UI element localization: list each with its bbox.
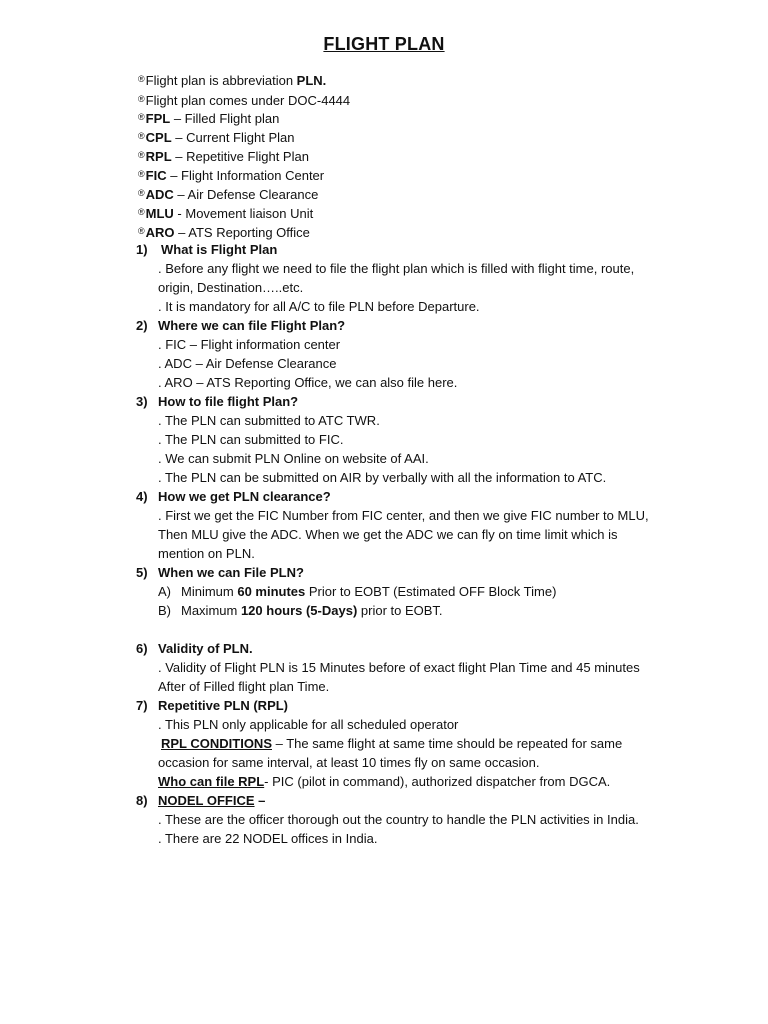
body-line: . Before any flight we need to file the flight plan which is filled with flight time, route, (158, 261, 635, 276)
section-heading: Repetitive PLN (RPL) (158, 698, 289, 713)
section-number: 8) (136, 793, 148, 808)
section-heading: NODEL OFFICE – (158, 793, 266, 808)
registered-icon: ® (138, 94, 145, 104)
registered-icon: ® (138, 188, 145, 198)
list-item-label: B) (158, 603, 171, 618)
section-number: 4) (136, 489, 148, 504)
rpl-conditions-line: RPL CONDITIONS – The same flight at same time should be repeated for same (161, 736, 623, 751)
body-line: . There are 22 NODEL offices in India. (158, 831, 378, 846)
section-heading: What is Flight Plan (161, 242, 278, 257)
body-line: . The PLN can submitted to ATC TWR. (158, 413, 380, 428)
registered-icon: ® (138, 112, 145, 122)
section-heading: Where we can file Flight Plan? (158, 318, 346, 333)
registered-icon: ® (138, 207, 145, 217)
body-line: . The PLN can be submitted on AIR by verbally with all the information to ATC. (158, 470, 607, 485)
body-line: Then MLU give the ADC. When we get the ADC we can fly on time limit which is (158, 527, 618, 542)
body-line: . FIC – Flight information center (158, 337, 341, 352)
section-heading: Validity of PLN. (158, 641, 253, 656)
list-item: Minimum 60 minutes Prior to EOBT (Estimated OFF Block Time) (181, 584, 557, 599)
section-number: 2) (136, 318, 148, 333)
body-line: . It is mandatory for all A/C to file PLN before Departure. (158, 299, 480, 314)
body-line: . Validity of Flight PLN is 15 Minutes before of exact flight Plan Time and 45 minutes (158, 660, 640, 675)
list-item-label: A) (158, 584, 171, 599)
body-line: mention on PLN. (158, 546, 255, 561)
registered-icon: ® (138, 131, 145, 141)
abbrev-line: ®RPL – Repetitive Flight Plan (138, 149, 309, 164)
abbrev-line: ®Flight plan is abbreviation PLN. (138, 73, 327, 88)
registered-icon: ® (138, 74, 145, 84)
section-heading: How to file flight Plan? (158, 394, 299, 409)
list-item: Maximum 120 hours (5-Days) prior to EOBT. (181, 603, 443, 618)
section-number: 3) (136, 394, 148, 409)
abbrev-line: ®FIC – Flight Information Center (138, 168, 325, 183)
body-line: . These are the officer thorough out the country to handle the PLN activities in India. (158, 812, 639, 827)
section-number: 5) (136, 565, 148, 580)
page-title: FLIGHT PLAN (323, 34, 445, 54)
abbrev-line: ®ADC – Air Defense Clearance (138, 187, 319, 202)
abbrev-line: ®ARO – ATS Reporting Office (138, 225, 310, 240)
rpl-conditions-label: RPL CONDITIONS (161, 736, 272, 751)
section-number: 7) (136, 698, 148, 713)
abbrev-line: ®CPL – Current Flight Plan (138, 130, 295, 145)
registered-icon: ® (138, 150, 145, 160)
body-line: . ADC – Air Defense Clearance (158, 356, 337, 371)
body-line: . ARO – ATS Reporting Office, we can also file here. (158, 375, 458, 390)
body-line: . The PLN can submitted to FIC. (158, 432, 344, 447)
registered-icon: ® (138, 226, 145, 236)
section-heading: When we can File PLN? (158, 565, 304, 580)
abbrev-line: ®FPL – Filled Flight plan (138, 111, 280, 126)
abbrev-line: ®Flight plan comes under DOC-4444 (138, 93, 351, 108)
body-line: . This PLN only applicable for all scheduled operator (158, 717, 459, 732)
who-can-file-line: Who can file RPL- PIC (pilot in command), authorized dispatcher from DGCA. (158, 774, 611, 789)
section-number: 1) (136, 242, 148, 257)
body-line: . We can submit PLN Online on website of AAI. (158, 451, 429, 466)
body-line: origin, Destination…..etc. (158, 280, 304, 295)
abbrev-line: ®MLU - Movement liaison Unit (138, 206, 314, 221)
body-line: . First we get the FIC Number from FIC center, and then we give FIC number to MLU, (158, 508, 649, 523)
body-line: occasion for same interval, at least 10 times fly on same occasion. (158, 755, 540, 770)
body-line: After of Filled flight plan Time. (158, 679, 330, 694)
who-can-file-label: Who can file RPL (158, 774, 265, 789)
registered-icon: ® (138, 169, 145, 179)
section-number: 6) (136, 641, 148, 656)
section-heading: How we get PLN clearance? (158, 489, 331, 504)
